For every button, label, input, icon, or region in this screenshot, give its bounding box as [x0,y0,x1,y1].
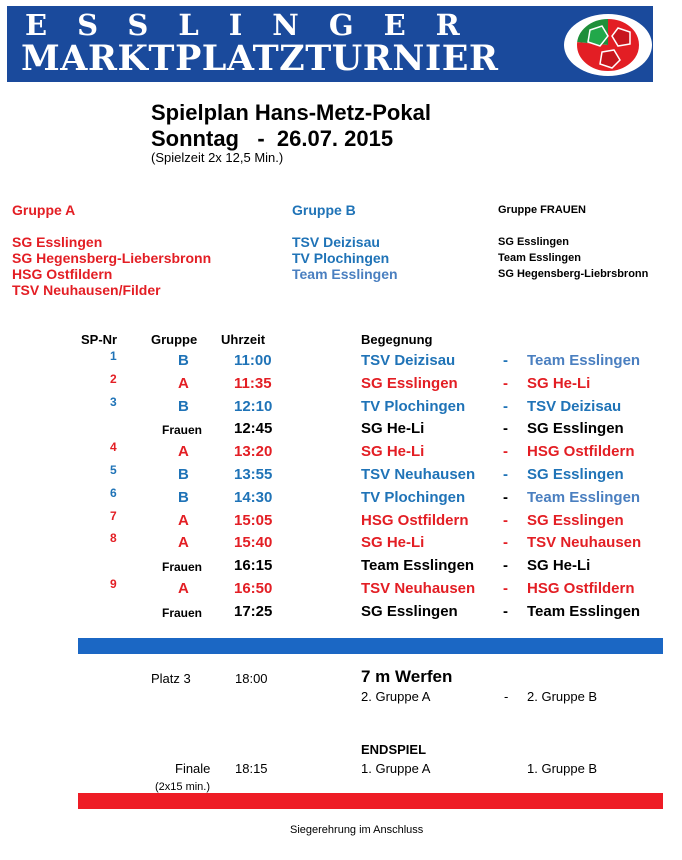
header-begegnung: Begegnung [361,332,433,347]
row-separator: - [503,397,508,415]
row-nr: 6 [110,485,117,500]
row-separator: - [503,534,508,552]
row-gruppe: B [178,352,189,369]
row-away-team: SG Esslingen [527,511,624,529]
row-home-team: TV Plochingen [361,488,466,506]
row-separator: - [503,557,508,575]
table-row [0,463,682,486]
row-away-team: Team Esslingen [527,488,641,506]
row-time: 12:10 [234,397,273,415]
row-separator: - [503,488,508,506]
row-gruppe: A [178,443,189,461]
row-gruppe: A [178,580,189,597]
row-home-team: TSV Neuhausen [361,466,476,483]
row-separator: - [503,580,508,597]
finale-note: (2x15 min.) [155,781,211,793]
group-b-team: Team Esslingen [292,266,398,282]
row-nr: 9 [110,577,117,591]
row-away-team: Team Esslingen [527,352,641,369]
platz3-away: 2. Gruppe B [527,689,598,704]
table-row [0,394,682,418]
row-time: 17:25 [234,602,273,620]
group-a-team: SG Esslingen [12,234,103,250]
row-away-team: SG Esslingen [527,420,624,438]
footer-note: Siegerehrung im Anschluss [290,824,424,836]
row-gruppe: Frauen [162,560,203,575]
row-gruppe: Frauen [162,423,203,438]
row-away-team: Team Esslingen [527,602,641,620]
row-nr: 4 [110,440,117,455]
group-frauen-team: Team Esslingen [498,252,581,264]
row-away-team: SG He-Li [527,374,591,392]
finale-title: ENDSPIEL [361,742,427,757]
platz3-title: 7 m Werfen [361,667,453,686]
group-b-team: TV Plochingen [292,250,390,266]
finale-time: 18:15 [235,761,268,776]
row-time: 11:35 [234,374,272,392]
banner-line-1: ESSLINGER [25,8,490,42]
row-away-team: SG Esslingen [527,466,624,483]
header-uhrzeit: Uhrzeit [221,332,266,347]
row-time: 15:40 [234,534,273,552]
table-row [0,485,682,509]
finale-away: 1. Gruppe B [527,761,598,776]
row-gruppe: A [178,374,189,392]
header-gruppe: Gruppe [151,332,198,347]
row-home-team: Team Esslingen [361,557,475,575]
finale-home: 1. Gruppe A [361,761,431,776]
row-time: 16:15 [234,557,273,575]
row-away-team: TSV Neuhausen [527,534,642,552]
row-nr: 2 [110,371,117,386]
table-row [0,371,682,395]
table-row [0,349,682,372]
page-title: Spielplan Hans-Metz-Pokal [151,100,431,125]
row-gruppe: B [178,397,189,415]
row-time: 12:45 [234,420,273,438]
row-home-team: TSV Neuhausen [361,580,476,597]
table-row [0,508,682,532]
row-home-team: SG He-Li [361,443,425,461]
row-away-team: HSG Ostfildern [527,443,635,461]
schedule-header [0,332,682,350]
row-gruppe: B [178,466,189,483]
blue-divider [78,638,663,654]
row-time: 15:05 [234,511,273,529]
banner-line-2: MARKTPLATZTURNIER [21,38,499,79]
group-frauen-team: SG Esslingen [498,236,569,248]
group-a-team: TSV Neuhausen/Filder [12,282,161,298]
row-away-team: HSG Ostfildern [527,580,635,597]
group-frauen-title: Gruppe FRAUEN [498,204,586,216]
row-nr: 8 [110,531,117,546]
row-home-team: TV Plochingen [361,397,466,415]
group-a-team: HSG Ostfildern [12,266,113,282]
page-date: Sonntag - 26.07. 2015 [151,126,394,151]
row-home-team: SG He-Li [361,534,425,552]
tournament-banner [7,6,653,82]
row-home-team: HSG Ostfildern [361,511,469,529]
row-separator: - [503,443,508,461]
row-separator: - [503,420,508,438]
row-home-team: SG Esslingen [361,602,458,620]
group-frauen-team: SG Hegensberg-Liebrsbronn [498,268,649,280]
group-a-title: Gruppe A [12,202,76,218]
platz3-home: 2. Gruppe A [361,689,431,704]
finale-label: Finale [175,761,211,776]
table-row [0,577,682,600]
row-separator: - [503,374,508,392]
row-home-team: SG He-Li [361,420,425,438]
row-separator: - [503,511,508,529]
table-row [0,531,682,554]
table-row [0,440,682,463]
row-gruppe: A [178,534,189,552]
row-time: 13:55 [234,466,273,483]
group-b-team: TSV Deizisau [292,234,380,250]
group-a-team: SG Hegensberg-Liebersbronn [12,250,212,266]
page-subtitle: (Spielzeit 2x 12,5 Min.) [151,150,284,165]
row-time: 16:50 [234,580,273,597]
row-gruppe: B [178,488,189,506]
row-gruppe: A [178,511,189,529]
row-time: 13:20 [234,443,273,461]
row-time: 14:30 [234,488,273,506]
row-away-team: TSV Deizisau [527,397,622,415]
row-nr: 1 [110,349,117,363]
row-separator: - [503,352,508,369]
table-row [0,557,682,577]
platz3-label: Platz 3 [151,671,191,686]
handball-logo-icon [562,12,654,78]
row-time: 11:00 [234,352,272,369]
header-nr: SP-Nr [81,332,118,347]
row-gruppe: Frauen [162,605,203,620]
table-row [0,420,682,440]
row-home-team: TSV Deizisau [361,352,456,369]
row-nr: 5 [110,463,117,477]
table-row [0,603,682,623]
row-separator: - [503,602,508,620]
red-divider [78,793,663,809]
row-nr: 7 [110,508,117,523]
row-home-team: SG Esslingen [361,374,458,392]
platz3-separator: - [504,689,509,704]
platz3-time: 18:00 [235,671,268,686]
row-away-team: SG He-Li [527,557,591,575]
group-b-title: Gruppe B [292,202,356,218]
row-separator: - [503,466,508,483]
row-nr: 3 [110,394,117,409]
